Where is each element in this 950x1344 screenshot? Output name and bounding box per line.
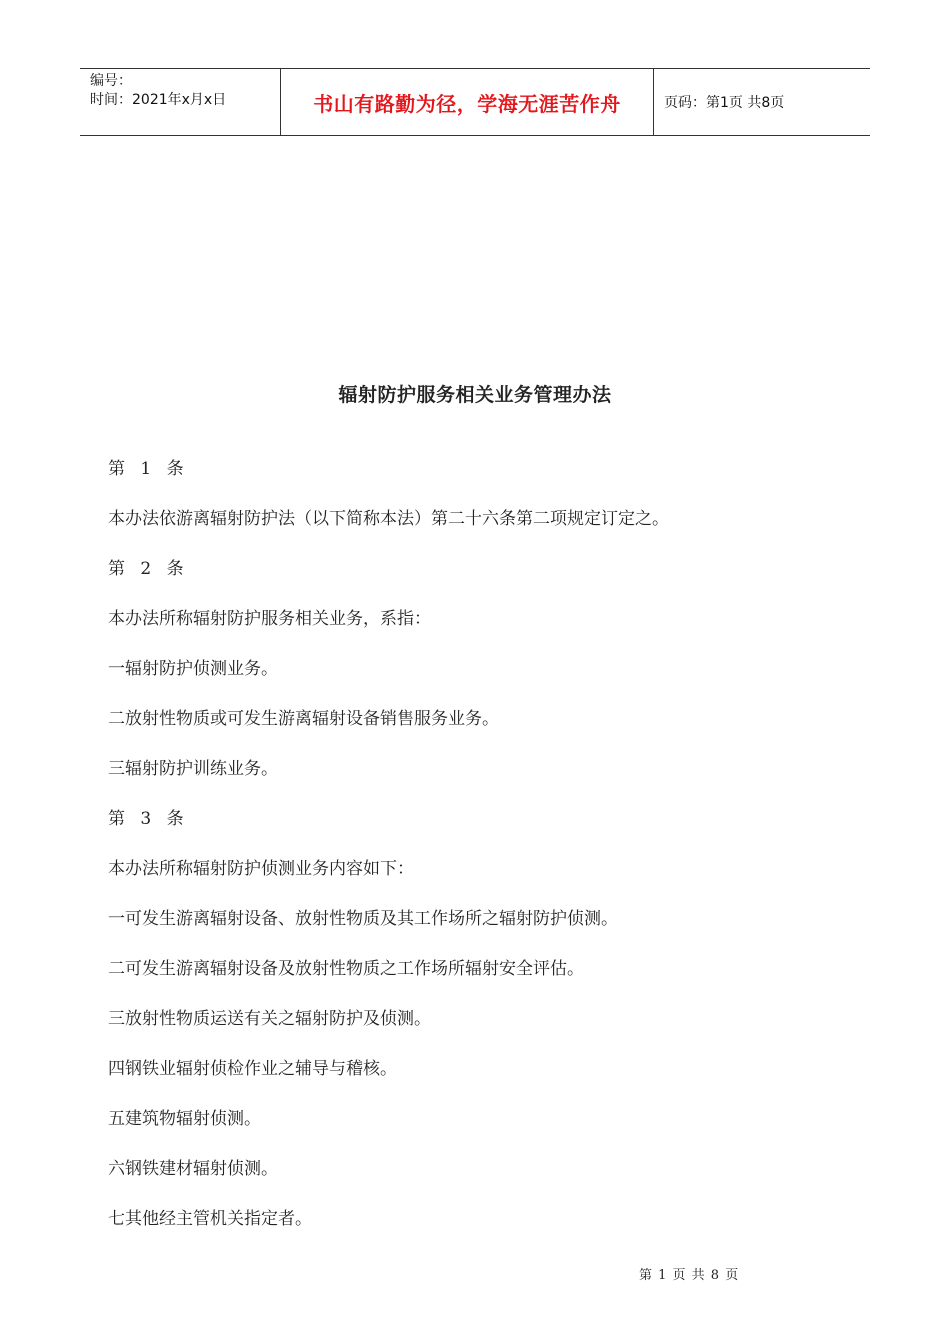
header-motto: 书山有路勤为径，学海无涯苦作舟 [281,69,654,135]
list-item: 五建筑物辐射侦测。 [108,1109,261,1129]
paragraph: 本办法依游离辐射防护法（以下简称本法）第二十六条第二项规定订定之。 [108,509,669,529]
list-item: 一辐射防护侦测业务。 [108,659,278,679]
list-item: 一可发生游离辐射设备、放射性物质及其工作场所之辐射防护侦测。 [108,909,618,929]
list-item: 七其他经主管机关指定者。 [108,1209,312,1229]
list-item: 六钢铁建材辐射侦测。 [108,1159,278,1179]
list-item: 三辐射防护训练业务。 [108,759,278,779]
page-footer: 第 1 页 共 8 页 [639,1268,740,1283]
header-meta [80,69,281,135]
paragraph: 本办法所称辐射防护侦测业务内容如下： [108,859,414,879]
list-item: 二可发生游离辐射设备及放射性物质之工作场所辐射安全评估。 [108,959,584,979]
list-item: 四钢铁业辐射侦检作业之辅导与稽核。 [108,1059,397,1079]
list-item: 二放射性物质或可发生游离辐射设备销售服务业务。 [108,709,499,729]
document-title: 辐射防护服务相关业务管理办法 [338,384,612,406]
list-item: 三放射性物质运送有关之辐射防护及侦测。 [108,1009,431,1029]
paragraph: 本办法所称辐射防护服务相关业务，系指： [108,609,431,629]
article-heading-1: 第 1 条 [108,459,189,479]
document-number-label: 编号： [90,73,132,89]
document-body [108,457,868,1257]
document-date: 时间：2021年x月x日 [90,92,227,108]
page-header [80,68,870,136]
article-heading-3: 第 3 条 [108,809,189,829]
article-heading-2: 第 2 条 [108,559,189,579]
header-page-info: 页码：第1页 共8页 [664,95,785,111]
